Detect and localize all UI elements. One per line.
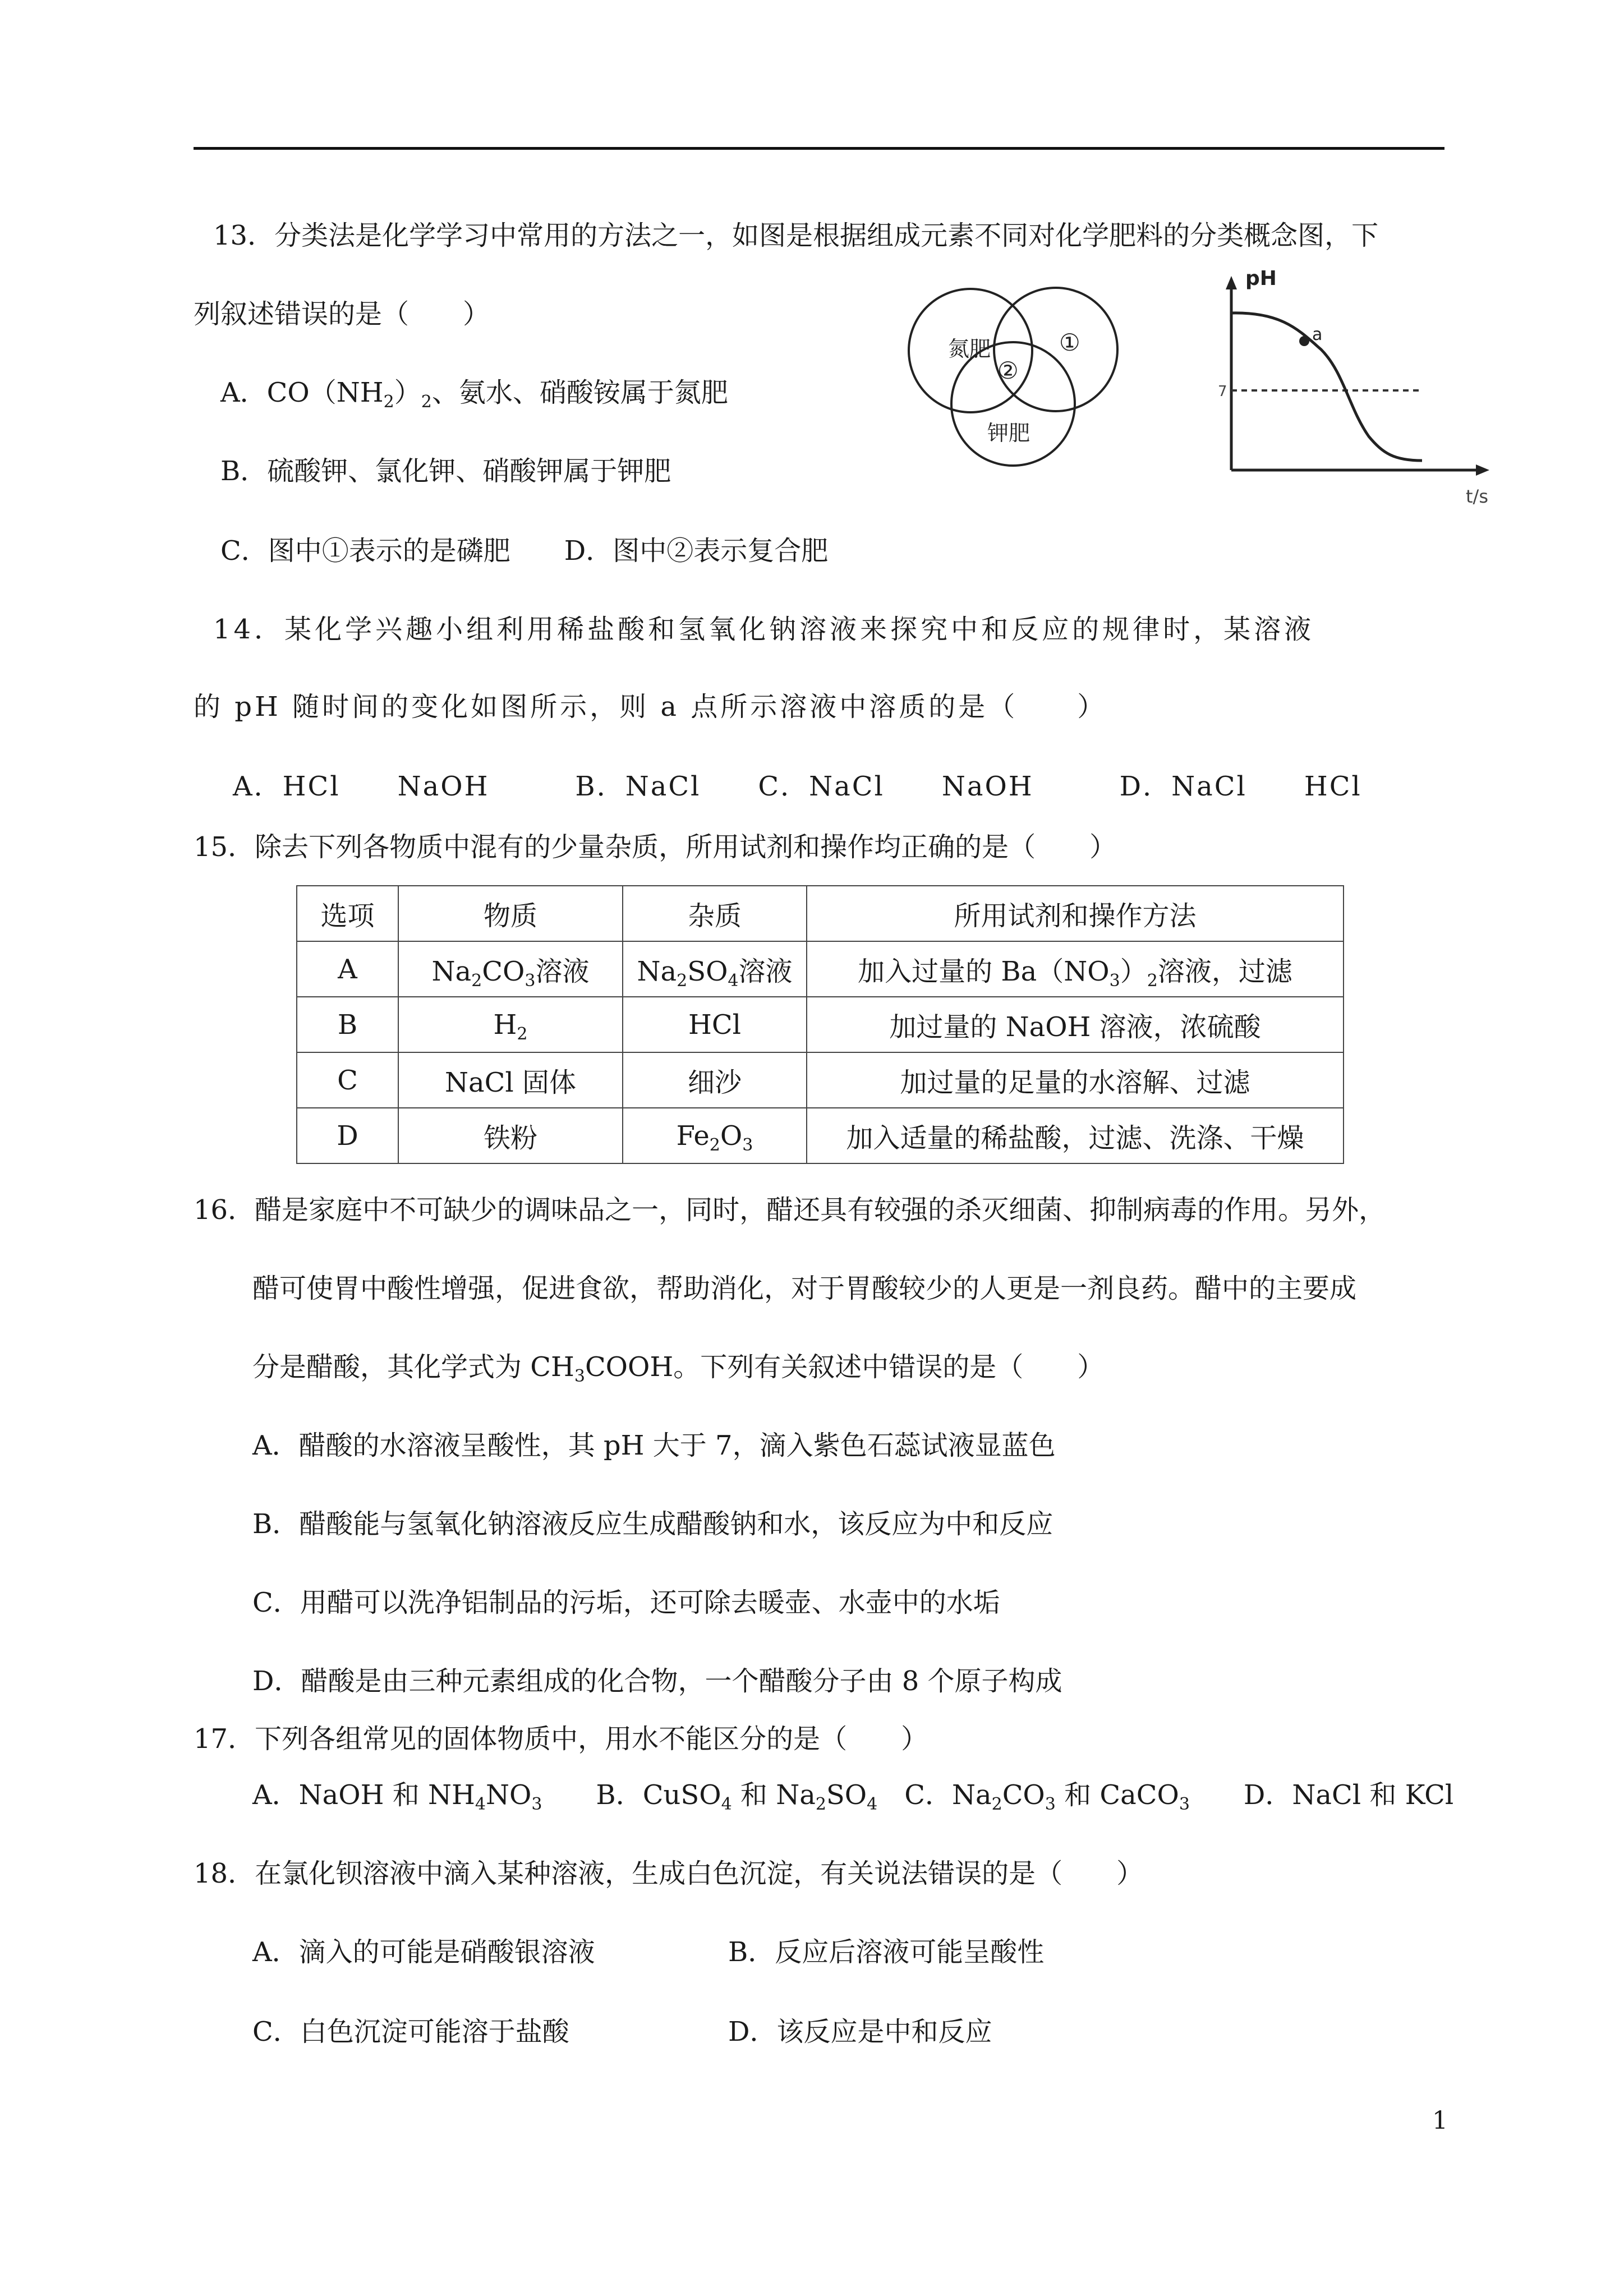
table-row xyxy=(297,1052,1344,1108)
venn-label-potassium: 钾肥 xyxy=(987,421,1030,445)
venn-label-1: ① xyxy=(1059,329,1080,356)
ph-y-label: pH xyxy=(1245,268,1277,290)
table-row xyxy=(297,1108,1344,1163)
q13-option-a: A．$CO(NH_2)_2$、氨水、硝酸铵属于氮肥 xyxy=(220,377,728,412)
ph-point-a xyxy=(1299,336,1309,346)
table-row xyxy=(297,941,1344,997)
q15-stem: 15．除去下列各物质中混有的少量杂质，所用试剂和操作均正确的是（ ） xyxy=(194,831,1117,863)
q15-cell: 铁粉 xyxy=(398,1108,623,1163)
q15-header-method: 所用试剂和操作方法 xyxy=(807,886,1344,941)
q18-option-b: B．反应后溶液可能呈酸性 xyxy=(728,1936,1045,1968)
q18-option-c: C．白色沉淀可能溶于盐酸 xyxy=(252,2016,569,2047)
q15-cell: NaCl 固体 xyxy=(398,1052,623,1108)
q15-cell: $Na_2CO_3$溶液 xyxy=(398,941,623,997)
q17-stem: 17．下列各组常见的固体物质中，用水不能区分的是（ ） xyxy=(194,1723,928,1755)
q15-cell: $H_2$ xyxy=(398,997,623,1052)
ph-curve xyxy=(1231,313,1422,461)
q15-cell: $Na_2SO_4$溶液 xyxy=(623,941,807,997)
venn-circle-right xyxy=(994,288,1117,411)
q15-cell: C xyxy=(297,1052,398,1108)
q15-cell: D xyxy=(297,1108,398,1163)
q18-stem: 18．在氯化钡溶液中滴入某种溶液，生成白色沉淀，有关说法错误的是（ ） xyxy=(194,1858,1144,1889)
fertilizer-venn-diagram xyxy=(903,283,1125,468)
q15-cell: 加入过量的 $Ba(NO_3)_2$溶液，过滤 xyxy=(807,941,1344,997)
venn-label-nitrogen: 氮肥 xyxy=(948,337,991,361)
q15-table xyxy=(296,885,1344,1164)
q17-options: A．NaOH 和 $NH_4NO_3$ B．CuSO$_4$ 和 $Na_2SO_4$ C．$Na_2CO_3$ 和 CaCO$_3$ D．NaCl 和 KCl xyxy=(252,1779,1454,1814)
q13-options-cd: C．图中①表示的是磷肥 D．图中②表示复合肥 xyxy=(220,535,829,567)
ph-point-a-label: a xyxy=(1312,325,1323,344)
q16-option-c: C．用醋可以洗净铝制品的污垢，还可除去暖壶、水壶中的水垢 xyxy=(252,1587,1000,1618)
ph-y-arrow xyxy=(1226,276,1237,289)
q15-cell: HCl xyxy=(623,997,807,1052)
q16-line1: 16．醋是家庭中不可缺少的调味品之一，同时，醋还具有较强的杀灭细菌、抑制病毒的作用。另外， xyxy=(194,1194,1386,1226)
q15-header-impurity: 杂质 xyxy=(623,886,807,941)
q18-option-a: A．滴入的可能是硝酸银溶液 xyxy=(252,1936,595,1968)
ph-time-chart xyxy=(1214,268,1495,509)
ph-x-arrow xyxy=(1476,464,1489,476)
page-number: 1 xyxy=(1432,2106,1448,2135)
ph-tick-7: 7 xyxy=(1218,383,1227,400)
venn-label-2: ② xyxy=(997,357,1019,384)
ph-x-label: t/s xyxy=(1466,486,1488,507)
q14-options: A．HCl NaOH B．NaCl C．NaCl NaOH D．NaCl HCl xyxy=(233,771,1362,802)
q16-option-a: A．醋酸的水溶液呈酸性，其 pH 大于 7，滴入紫色石蕊试液显蓝色 xyxy=(252,1430,1056,1461)
header-rule xyxy=(194,147,1444,150)
q15-cell: A xyxy=(297,941,398,997)
q15-header-option: 选项 xyxy=(297,886,398,941)
q16-option-d: D．醋酸是由三种元素组成的化合物，一个醋酸分子由 8 个原子构成 xyxy=(252,1665,1062,1697)
q15-cell: 加入适量的稀盐酸，过滤、洗涤、干燥 xyxy=(807,1108,1344,1163)
q13-line1: 13．分类法是化学学习中常用的方法之一，如图是根据组成元素不同对化学肥料的分类概念图，下 xyxy=(213,220,1379,251)
q16-line3: 分是醋酸，其化学式为 $CH_3COOH$。下列有关叙述中错误的是（ ） xyxy=(252,1351,1105,1386)
q15-header-substance: 物质 xyxy=(398,886,623,941)
q13-line2: 列叙述错误的是（ ） xyxy=(194,298,490,330)
q16-line2: 醋可使胃中酸性增强，促进食欲，帮助消化，对于胃酸较少的人更是一剂良药。醋中的主要成 xyxy=(252,1273,1357,1304)
q15-cell: 细沙 xyxy=(623,1052,807,1108)
q14-line2: 的 pH 随时间的变化如图所示，则 a 点所示溶液中溶质的是（ ） xyxy=(194,691,1107,723)
q13-option-b: B．硫酸钾、氯化钾、硝酸钾属于钾肥 xyxy=(220,455,671,487)
q15-cell: B xyxy=(297,997,398,1052)
table-row xyxy=(297,997,1344,1052)
q14-line1: 14．某化学兴趣小组利用稀盐酸和氢氧化钠溶液来探究中和反应的规律时，某溶液 xyxy=(213,614,1315,645)
q15-cell: 加过量的 NaOH 溶液，浓硫酸 xyxy=(807,997,1344,1052)
q15-header-row xyxy=(297,886,1344,941)
q15-cell: 加过量的足量的水溶解、过滤 xyxy=(807,1052,1344,1108)
q16-option-b: B．醋酸能与氢氧化钠溶液反应生成醋酸钠和水，该反应为中和反应 xyxy=(252,1508,1053,1540)
q18-option-d: D．该反应是中和反应 xyxy=(728,2016,992,2047)
q15-cell: $Fe_2O_3$ xyxy=(623,1108,807,1163)
